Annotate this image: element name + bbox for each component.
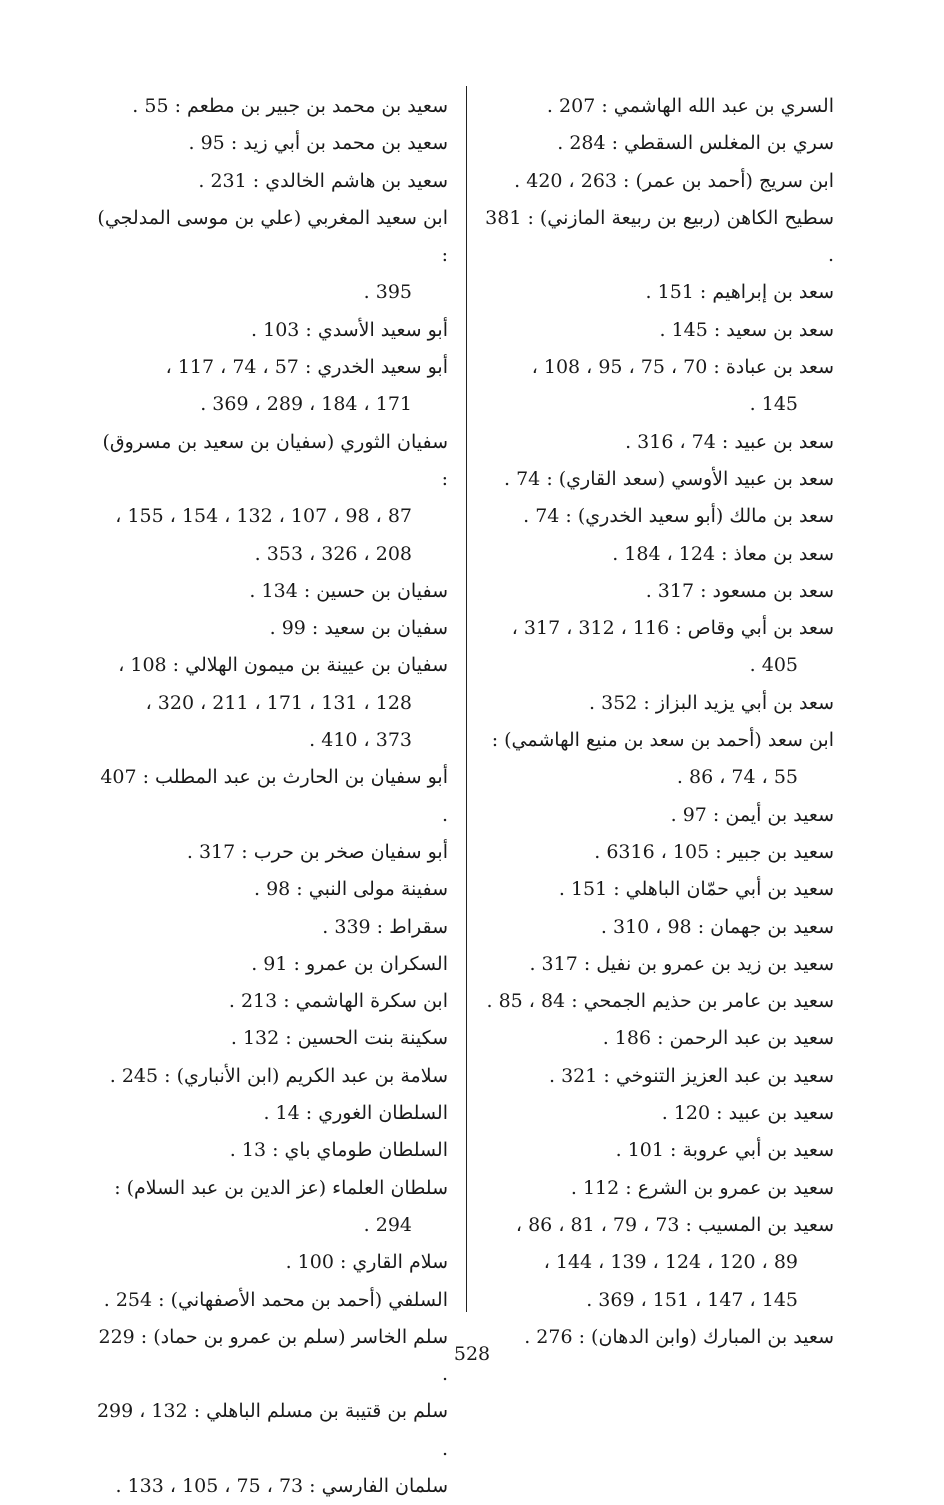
index-entry-text: سعيد بن أيمن : 97 . [670,803,834,826]
index-entry-text: سكينة بنت الحسين : 132 . [230,1027,448,1050]
index-entry-continuation: 171 ، 184 ، 289 ، 369 . [200,393,412,416]
index-entry-continuation: 128 ، 131 ، 171 ، 211 ، 320 ، [145,691,412,714]
index-entry [92,573,448,610]
index-entry [478,163,834,200]
index-entry-text: سعيد بن عمرو بن الشرع : 112 . [570,1176,834,1199]
index-entry-text: سعد بن أبي وقاص : 116 ، 312 ، 317 ، [511,617,834,640]
index-entry-continuation: 208 ، 326 ، 353 . [254,542,412,565]
index-entry [478,88,834,125]
index-entry [92,1095,448,1132]
index-entry-text: السلطان الغوري : 14 . [263,1102,448,1125]
index-entry [478,946,834,983]
index-entry-text: سعيد بن أبي حمّان الباهلي : 151 . [558,878,834,901]
index-entry [92,647,448,759]
index-entry [92,610,448,647]
index-entry [478,1020,834,1057]
index-entry-text: سعد بن عبيد : 74 ، 316 . [625,430,834,453]
index-entry [92,349,448,424]
index-entry-text: سعيد بن هاشم الخالدي : 231 . [198,169,448,192]
index-entry [92,909,448,946]
index-entry-text: أبو سفيان بن الحارث بن عبد المطلب : 407 . [100,766,448,826]
index-entry [92,125,448,162]
index-entry-text: سفيان بن عيينة بن ميمون الهلالي : 108 ، [118,654,448,677]
index-entry [478,1095,834,1132]
index-entry [92,1058,448,1095]
index-entry [478,312,834,349]
index-entry-text: سعيد بن جبير : 105 ، 6316 . [594,840,834,863]
index-entry [92,163,448,200]
index-entry-continuation: 373 ، 410 . [309,729,412,752]
index-column-left [92,88,448,1505]
index-entry [478,797,834,834]
index-entry-text: سعيد بن محمد بن جبير بن مطعم : 55 . [132,95,448,117]
index-entry [478,349,834,424]
index-entry [478,834,834,871]
index-entry [478,1170,834,1207]
index-entry-text: ابن سكرة الهاشمي : 213 . [228,990,448,1013]
index-entry-continuation: 55 ، 74 ، 86 . [676,766,798,789]
index-entry-text: سعيد بن المبارك (وابن الدهان) : 276 . [524,1325,834,1348]
index-entry-text: سفينة مولى النبي : 98 . [253,878,448,901]
index-entry-text: سعد بن مالك (أبو سعيد الخدري) : 74 . [523,505,834,528]
index-entry-continuation: 87 ، 98 ، 107 ، 132 ، 154 ، 155 ، [115,505,412,528]
index-entry-text: سلمان الفارسي : 73 ، 75 ، 105 ، 133 . [115,1474,448,1497]
index-entry-text: سفيان بن حسين : 134 . [249,579,448,602]
index-entry [478,274,834,311]
index-entry [92,1393,448,1468]
index-entry [92,871,448,908]
index-entry-text: السري بن عبد الله الهاشمي : 207 . [546,95,834,117]
index-entry [92,1170,448,1245]
index-entry [92,983,448,1020]
index-entry-text: سعيد بن أبي عروبة : 101 . [615,1139,834,1162]
index-entry [478,1132,834,1169]
index-entry-text: السلطان طوماي باي : 13 . [229,1139,448,1162]
index-entry-text: السكران بن عمرو : 91 . [251,952,448,975]
index-entry-text: السلفي (أحمد بن محمد الأصفهاني) : 254 . [103,1288,448,1311]
index-entry-text: سعد بن عبيد الأوسي (سعد القاري) : 74 . [504,467,834,490]
index-entry-text: سعيد بن المسيب : 73 ، 79 ، 81 ، 86 ، [515,1213,834,1236]
index-entry-text: سري بن المغلس السقطي : 284 . [557,132,834,155]
index-column-right [478,88,834,1356]
index-entry [92,759,448,834]
index-entry [478,1058,834,1095]
index-entry [92,88,448,125]
index-entry-text: سلامة بن عبد الكريم (ابن الأنباري) : 245 . [109,1064,448,1087]
index-entry-text: سعد بن أبي يزيد البزاز : 352 . [589,691,834,714]
index-entry-text: ابن سريج (أحمد بن عمر) : 263 ، 420 . [514,169,834,192]
page-number: 528 [453,1343,491,1365]
index-entry-text: سفيان بن سعيد : 99 . [269,617,448,640]
index-entry-text: سفيان الثوري (سفيان بن سعيد بن مسروق) : [102,430,448,490]
index-entry [478,909,834,946]
index-entry-text: سقراط : 339 . [322,915,448,938]
index-entry-continuation: 145 ، 147 ، 151 ، 369 . [586,1288,798,1311]
index-entry-text: سعيد بن محمد بن أبي زيد : 95 . [188,132,448,155]
index-entry [478,610,834,685]
index-entry-text: سعيد بن عامر بن حذيم الجمحي : 84 ، 85 . [486,990,834,1013]
index-entry-text: سعيد بن زيد بن عمرو بن نفيل : 317 . [529,952,834,975]
index-entry-text: سعيد بن عبيد : 120 . [661,1102,834,1125]
index-entry-text: ابن سعيد المغربي (علي بن موسى المدلجي) : [97,206,448,267]
index-entry [92,946,448,983]
index-entry-text: سعيد بن جهمان : 98 ، 310 . [600,915,834,938]
index-entry-continuation: 294 . [363,1213,412,1236]
index-entry-text: سلم بن قتيبة بن مسلم الباهلي : 132 ، 299 . [96,1400,448,1460]
index-entry [92,200,448,312]
index-entry [478,200,834,275]
index-entry-text: ابن سعد (أحمد بن سعد بن منيع الهاشمي) : [491,729,834,752]
index-entry-text: سطيح الكاهن (ربيع بن ربيعة المازني) : 381 . [485,206,834,267]
index-entry-text: سلام القاري : 100 . [285,1251,448,1274]
index-entry-text: سعد بن معاذ : 124 ، 184 . [612,542,834,565]
index-entry-text: أبو سعيد الأسدي : 103 . [251,318,448,341]
index-entry [478,536,834,573]
index-entry-text: سعد بن إبراهيم : 151 . [645,281,834,304]
index-entry [478,1207,834,1319]
index-entry [92,1468,448,1505]
index-entry [92,312,448,349]
index-entry-text: أبو سفيان صخر بن حرب : 317 . [186,840,448,863]
index-entry [92,1282,448,1319]
index-entry [478,461,834,498]
index-entry-text: سعد بن سعيد : 145 . [659,318,834,341]
index-entry [478,573,834,610]
index-entry-text: سلم الخاسر (سلم بن عمرو بن حماد) : 229 . [98,1325,448,1386]
column-divider [466,86,467,1312]
index-entry [478,722,834,797]
index-entry [478,685,834,722]
index-entry [478,871,834,908]
index-entry [92,1020,448,1057]
index-entry-continuation: 405 . [749,654,798,677]
index-entry-text: سعد بن مسعود : 317 . [645,579,834,602]
index-entry-continuation: 145 . [749,393,798,416]
index-entry-text: سعد بن عبادة : 70 ، 75 ، 95 ، 108 ، [531,356,834,379]
index-entry-continuation: 395 . [363,281,412,304]
index-entry [92,424,448,573]
index-entry [92,834,448,871]
index-entry [478,125,834,162]
index-entry [478,498,834,535]
index-entry-text: سعيد بن عبد الرحمن : 186 . [602,1027,834,1050]
index-entry [92,1244,448,1281]
index-entry-continuation: 89 ، 120 ، 124 ، 139 ، 144 ، [543,1251,798,1274]
index-entry [92,1132,448,1169]
index-entry [478,983,834,1020]
index-entry-text: سعيد بن عبد العزيز التنوخي : 321 . [548,1064,834,1087]
index-entry-text: أبو سعيد الخدري : 57 ، 74 ، 117 ، [165,356,448,379]
index-entry-text: سلطان العلماء (عز الدين بن عبد السلام) : [114,1176,448,1199]
index-entry [478,424,834,461]
